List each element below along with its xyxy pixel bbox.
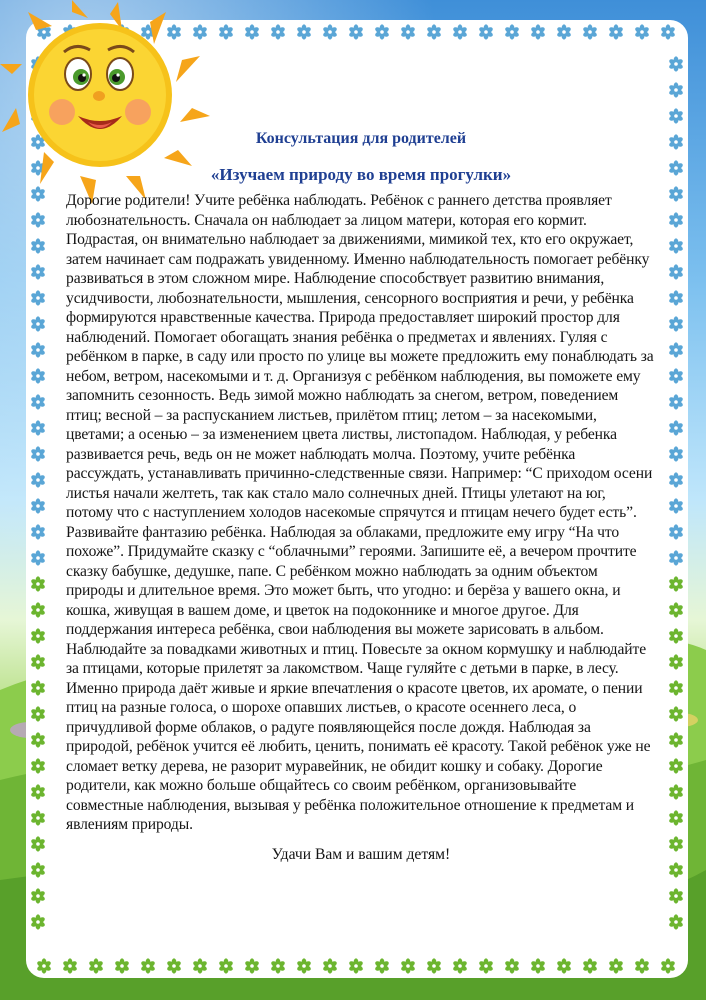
flower-icon [30, 316, 46, 332]
flower-icon [30, 420, 46, 436]
flower-icon [348, 24, 364, 40]
flower-icon [140, 958, 156, 974]
flower-icon [668, 394, 684, 410]
flower-icon [530, 24, 546, 40]
flower-icon [30, 888, 46, 904]
flower-icon [322, 958, 338, 974]
flower-icon [668, 82, 684, 98]
flower-icon [218, 24, 234, 40]
flower-icon [192, 958, 208, 974]
flower-icon [668, 914, 684, 930]
flower-icon [400, 958, 416, 974]
flower-icon [30, 914, 46, 930]
flower-icon [62, 958, 78, 974]
flower-icon [556, 958, 572, 974]
flower-icon [30, 654, 46, 670]
flower-icon [88, 958, 104, 974]
flower-icon [668, 290, 684, 306]
document-subtitle: «Изучаем природу во время прогулки» [210, 165, 512, 184]
flower-icon [30, 784, 46, 800]
flower-icon [634, 958, 650, 974]
document-content [66, 128, 656, 880]
flower-icon [30, 576, 46, 592]
flower-icon [30, 758, 46, 774]
flower-icon [504, 958, 520, 974]
document-title: Консультация для родителей [255, 130, 467, 147]
flower-icon [668, 602, 684, 618]
flower-icon [270, 958, 286, 974]
flower-icon [374, 958, 390, 974]
flower-icon [30, 290, 46, 306]
flower-icon [452, 958, 468, 974]
flower-icon [668, 524, 684, 540]
flower-icon [270, 24, 286, 40]
flower-icon [426, 24, 442, 40]
flower-icon [668, 264, 684, 280]
flower-icon [30, 706, 46, 722]
flower-icon [668, 784, 684, 800]
closing-line: Удачи Вам и вашим детям! [271, 845, 451, 863]
flower-icon [634, 24, 650, 40]
flower-icon [504, 24, 520, 40]
document-body: Дорогие родители! Учите ребёнка наблюдать. Ребёнок с раннего детства проявляет любознательность. Сначала он наблюдает за лицом матери, которая его кормит. Подрастая, он внимательно наблюдает за движениями, мимикой тех, кто его окружает, затем начинает сам подражать увиденному. Именно наблюдательность помогает ребёнку развиваться в этом сложном мире. Наблюдение способствует развитию внимания, усидчивости, любознательности, мышления, сенсорного восприятия и речи, у ребёнка формируются нравственные качества. Природа предоставляет широкий простор для наблюдений. Помогает обогащать знания ребёнка о предметах и явлениях. Гуляя с ребёнком в парке, в саду или просто по улице вы можете предложить ему понаблюдать за небом, ветром, насекомыми и т. д. Организуя с ребёнком наблюдения, вы поможете ему запомнить сезонность. Ведь зимой можно наблюдать за снегом, ветром, поведением птиц; весной – за распусканием листьев, прилётом птиц; летом – за насекомыми, цветами; а осенью – за изменением цвета листвы, листопадом. Наблюдая, у ребенка развивается речь, ведь он не может наблюдать молча. Поэтому, учите ребёнка рассуждать, устанавливать причинно-следственные связи. Например: “С приходом осени листья начали желтеть, так как стало мало солнечных дней. Птицы улетают на юг, потому что с наступлением холодов насекомые спрячутся и птицам нечего будет есть”. Развивайте фантазию ребёнка. Наблюдая за облаками, предложите ему игру “На что похоже”. Придумайте сказку с “облачными” героями. Запишите её, а вечером прочтите сказку бабушке, дедушке, папе. С ребёнком можно наблюдать за одним объектом природы и длительное время. Это может быть, что угодно: и берёза у вашего окна, и кошка, живущая в вашем доме, и цветок на подоконнике и многое другое. Для поддержания интереса ребёнка, свои наблюдения вы можете зарисовать в альбом. Наблюдайте за повадками животных и птиц. Повесьте за окном кормушку и наблюдайте за птицами, которые прилетят за лакомством. Чаще гуляйте с детьми в парке, в лесу. Именно природа даёт живые и яркие впечатления о красоте цветов, их аромате, о пении птиц на разные голоса, о шорохе опавших листьев, о красоте осеннего леса, о причудливой форме облаков, о радуге появляющейся после дождя. Наблюдая за природой, ребёнок учится её любить, ценить, понимать её красоту. Такой ребёнок уже не сломает ветку дерева, не разорит муравейник, не обидит кошку и собаку. Дорогие родители, как можно больше общайтесь со своим ребёнком, организовывайте совместные наблюдения, вызывая у ребёнка положительное отношение к предметам и явлениям природы. [66, 192, 654, 833]
flower-icon [30, 446, 46, 462]
flower-icon [668, 888, 684, 904]
flower-icon [556, 24, 572, 40]
flower-icon [668, 134, 684, 150]
flower-icon [660, 24, 676, 40]
flower-icon [30, 212, 46, 228]
flower-icon [668, 810, 684, 826]
flower-icon [668, 498, 684, 514]
flower-icon [322, 24, 338, 40]
flower-icon [668, 186, 684, 202]
flower-icon [296, 24, 312, 40]
flower-icon [348, 958, 364, 974]
flower-icon [30, 602, 46, 618]
flower-icon [452, 24, 468, 40]
flower-icon [668, 368, 684, 384]
flower-icon [30, 342, 46, 358]
flower-icon [608, 24, 624, 40]
flower-icon [478, 24, 494, 40]
flower-icon [30, 836, 46, 852]
flower-icon [244, 958, 260, 974]
flower-icon [668, 576, 684, 592]
flower-icon [30, 732, 46, 748]
flower-icon [660, 958, 676, 974]
flower-icon [244, 24, 260, 40]
flower-icon [30, 810, 46, 826]
flower-icon [668, 836, 684, 852]
flower-icon [668, 550, 684, 566]
flower-icon [668, 212, 684, 228]
flower-icon [608, 958, 624, 974]
flower-icon [166, 958, 182, 974]
flower-icon [30, 394, 46, 410]
flower-icon [668, 160, 684, 176]
flower-icon [30, 550, 46, 566]
flower-icon [668, 420, 684, 436]
flower-icon [668, 628, 684, 644]
flower-icon [668, 472, 684, 488]
flower-icon [36, 958, 52, 974]
flower-icon [478, 958, 494, 974]
flower-icon [668, 732, 684, 748]
flower-icon [668, 654, 684, 670]
flower-icon [218, 958, 234, 974]
flower-icon [668, 238, 684, 254]
flower-icon [668, 758, 684, 774]
flower-icon [400, 24, 416, 40]
flower-icon [668, 706, 684, 722]
flower-icon [30, 238, 46, 254]
flower-icon [30, 862, 46, 878]
flower-icon [668, 56, 684, 72]
flower-icon [374, 24, 390, 40]
flower-icon [668, 108, 684, 124]
flower-icon [668, 680, 684, 696]
flower-icon [668, 446, 684, 462]
flower-icon [30, 524, 46, 540]
flower-icon [582, 958, 598, 974]
flower-icon [582, 24, 598, 40]
flower-icon [668, 862, 684, 878]
flower-icon [30, 498, 46, 514]
flower-icon [30, 472, 46, 488]
flower-icon [530, 958, 546, 974]
flower-icon [426, 958, 442, 974]
flower-icon [30, 628, 46, 644]
flower-icon [30, 264, 46, 280]
flower-icon [114, 958, 130, 974]
flower-icon [668, 316, 684, 332]
flower-icon [668, 342, 684, 358]
flower-icon [296, 958, 312, 974]
flower-icon [30, 680, 46, 696]
flower-icon [30, 368, 46, 384]
